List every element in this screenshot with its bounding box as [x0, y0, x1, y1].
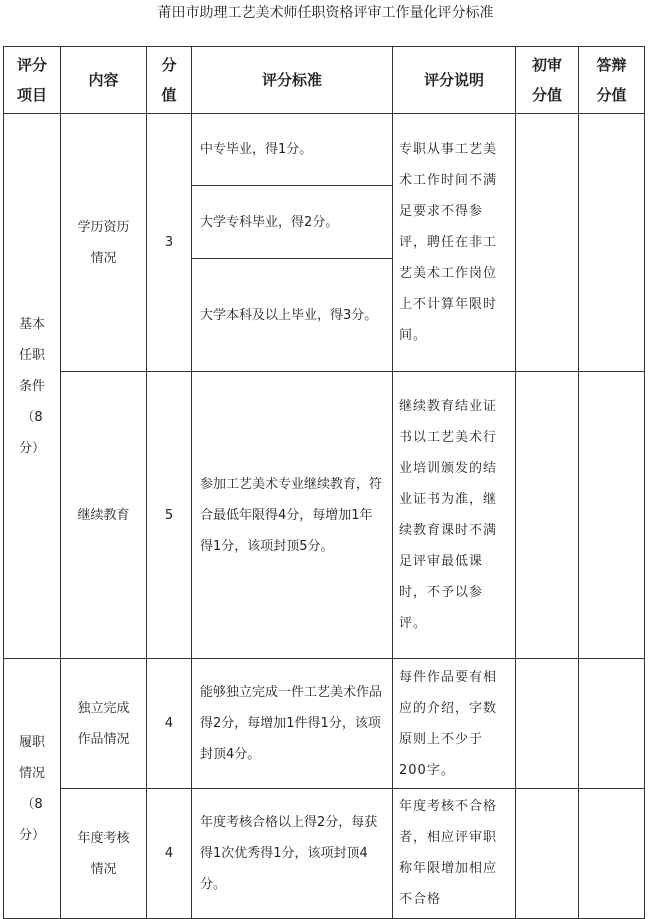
- scoring-table: [3, 46, 645, 919]
- section-label-line: 基本: [18, 316, 45, 332]
- standard-text: 大学本科及以上毕业，得3分。: [192, 259, 393, 372]
- standard-text: 大学专科毕业，得2分。: [192, 186, 393, 259]
- document-title: 莆田市助理工艺美术师任职资格评审工作量化评分标准: [157, 5, 494, 21]
- content-label-line: 独立完成: [77, 700, 130, 716]
- score-value: 3: [147, 114, 192, 372]
- header-item-line-2: 项目: [16, 86, 47, 104]
- header-initial-score: [516, 47, 579, 114]
- initial-score-cell[interactable]: [516, 659, 579, 789]
- score-value: 5: [147, 372, 192, 659]
- explanation-text: 每件作品要有相应的介绍，字数原则上不少于200字。: [393, 659, 516, 789]
- header-row: [4, 47, 645, 114]
- header-content: 内容: [61, 47, 147, 114]
- content-annual-assessment: [61, 789, 147, 919]
- header-initial-line-2: 分值: [531, 86, 562, 104]
- score-value: 4: [147, 789, 192, 919]
- standard-text: 年度考核合格以上得2分，每获得1次优秀得1分，该项封顶4分。: [192, 789, 393, 919]
- header-score: [147, 47, 192, 114]
- table-row: [4, 372, 645, 659]
- section-label-line: 情况: [18, 765, 45, 781]
- header-defense-line-1: 答辩: [596, 56, 627, 74]
- section-label-line: （8: [21, 409, 43, 425]
- table-row: [4, 114, 645, 186]
- section-label-line: （8: [21, 796, 43, 812]
- content-label-line: 情况: [90, 250, 117, 266]
- section-basic-conditions: [4, 114, 61, 659]
- explanation-text: 专职从事工艺美术工作时间不满足要求不得参评，聘任在非工艺美术工作岗位上不计算年限时间。: [393, 114, 516, 372]
- header-defense-score: [579, 47, 645, 114]
- defense-score-cell[interactable]: [579, 114, 645, 372]
- explanation-text: 年度考核不合格者，相应评审职称年限增加相应不合格: [393, 789, 516, 919]
- header-explanation: 评分说明: [393, 47, 516, 114]
- section-label-line: 任职: [18, 347, 45, 363]
- standard-text: 中专毕业，得1分。: [192, 114, 393, 186]
- content-independent-works: [61, 659, 147, 789]
- initial-score-cell[interactable]: [516, 372, 579, 659]
- header-defense-line-2: 分值: [596, 86, 627, 104]
- standard-text: 能够独立完成一件工艺美术作品得2分，每增加1件得1分，该项封顶4分。: [192, 659, 393, 789]
- defense-score-cell[interactable]: [579, 372, 645, 659]
- score-value: 4: [147, 659, 192, 789]
- standard-text: 参加工艺美术专业继续教育，符合最低年限得4分，每增加1年得1分，该项封顶5分。: [192, 372, 393, 659]
- header-standard: 评分标准: [192, 47, 393, 114]
- defense-score-cell[interactable]: [579, 789, 645, 919]
- section-label-line: 分）: [18, 827, 45, 843]
- header-score-line-2: 值: [161, 86, 177, 104]
- table-row: [4, 659, 645, 789]
- header-score-line-1: 分: [161, 56, 177, 74]
- content-education: [61, 114, 147, 372]
- content-continuing-education: [61, 372, 147, 659]
- content-label-line: 作品情况: [77, 731, 130, 747]
- section-performance: [4, 659, 61, 919]
- section-label-line: 分）: [18, 440, 45, 456]
- table-row: [4, 789, 645, 919]
- section-label-line: 履职: [18, 734, 45, 750]
- content-label-line: 继续教育: [77, 507, 130, 523]
- header-initial-line-1: 初审: [531, 56, 562, 74]
- explanation-text: 继续教育结业证书以工艺美术行业培训颁发的结业证书为准，继续教育课时不满足评审最低课时，不予以参评。: [393, 372, 516, 659]
- defense-score-cell[interactable]: [579, 659, 645, 789]
- header-item: [4, 47, 61, 114]
- content-label-line: 情况: [90, 861, 117, 877]
- initial-score-cell[interactable]: [516, 114, 579, 372]
- content-label-line: 学历资历: [77, 219, 130, 235]
- header-item-line-1: 评分: [16, 56, 47, 74]
- initial-score-cell[interactable]: [516, 789, 579, 919]
- content-label-line: 年度考核: [77, 830, 130, 846]
- section-label-line: 条件: [18, 378, 45, 394]
